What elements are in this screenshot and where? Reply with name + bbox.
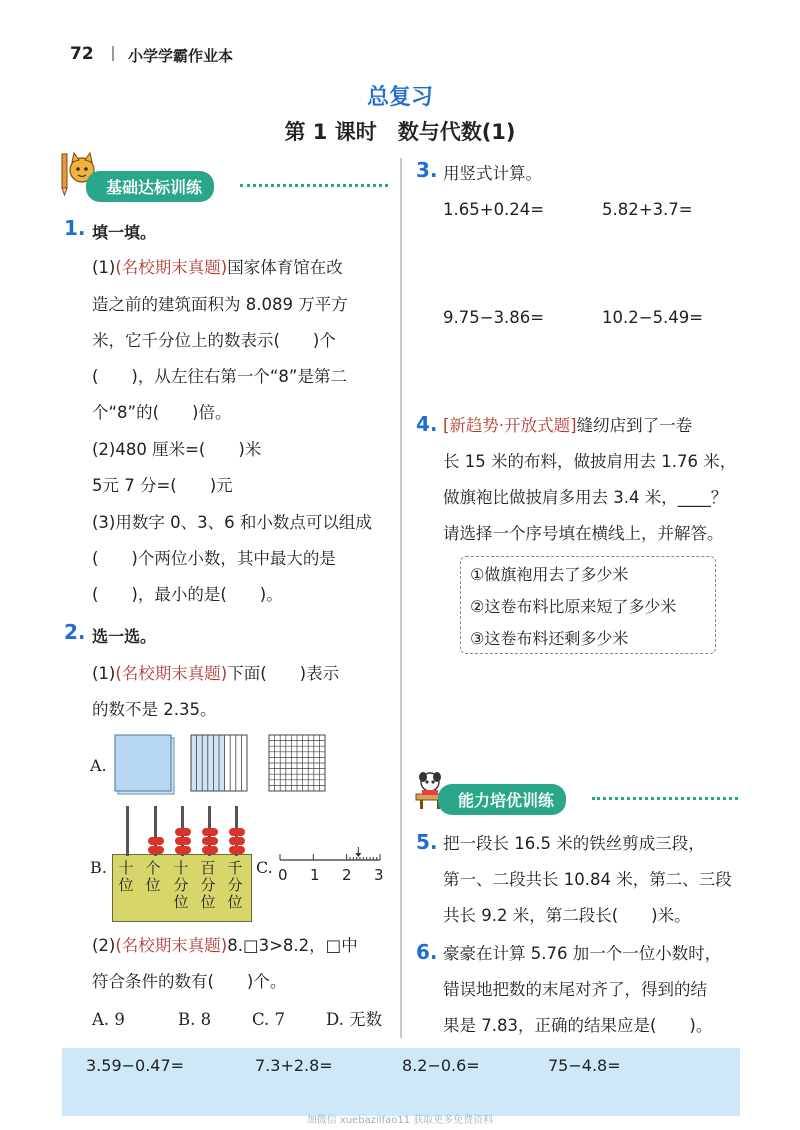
- option-item: ②这卷布料比原来短了多少米: [470, 597, 677, 616]
- abacus-col-label: 百分位: [200, 859, 216, 911]
- q1-part3-line3: ( )，最小的是( )。: [92, 585, 283, 604]
- source-tag: [新趋势·开放式题]: [443, 416, 577, 435]
- q1-part1-line5: 个“8”的( )倍。: [92, 403, 232, 422]
- book-title: 小学学霸作业本: [128, 47, 234, 65]
- section-dots: [240, 184, 388, 187]
- number-line-tick: 0: [278, 866, 288, 884]
- page-title: 总复习: [366, 85, 433, 110]
- q1-part1-line3: 米，它千分位上的数表示( )个: [92, 331, 336, 350]
- section-badge-basic: 基础达标训练: [86, 171, 214, 202]
- oral-calc: 75−4.8=: [548, 1056, 621, 1075]
- part-prefix: (2): [92, 936, 116, 955]
- choice-b: B. 8: [178, 1010, 212, 1029]
- choice-a: A. 9: [92, 1010, 125, 1029]
- q1-part1-line4: ( )，从左往右第一个“8”是第二: [92, 367, 347, 386]
- question-number: 5.: [416, 830, 438, 854]
- question-title: 填一填。: [92, 223, 157, 242]
- page-number: 72: [70, 44, 94, 64]
- watermark: 加微信 xuebazilfao11 获取更多免费资料: [306, 1115, 494, 1126]
- q5-line2: 第一、二段共长 10.84 米，第二、三段: [443, 870, 732, 889]
- abacus-bead: [202, 837, 218, 845]
- abacus-col-label: 个位: [145, 859, 161, 894]
- abacus-bead: [229, 837, 245, 845]
- abacus-bead: [148, 846, 164, 854]
- header-separator: [112, 46, 114, 61]
- abacus-rod: [126, 806, 129, 856]
- q4-line4: 请选择一个序号填在横线上，并解答。: [443, 524, 724, 543]
- q4-line3: 做旗袍比做披肩多用去 3.4 米，____？: [443, 488, 728, 507]
- q4-text: 缝纫店到了一卷: [576, 416, 693, 435]
- source-tag: (名校期末真题): [115, 936, 228, 955]
- q1-part2-line2: 5元 7 分=( )元: [92, 476, 233, 495]
- q1-part3-line1: (3)用数字 0、3、6 和小数点可以组成: [92, 513, 372, 532]
- calc-expression: 1.65+0.24=: [443, 200, 545, 219]
- calc-expression: 5.82+3.7=: [602, 200, 693, 219]
- abacus-bead: [175, 837, 191, 845]
- oral-calc: 7.3+2.8=: [255, 1056, 333, 1075]
- q2-text: 下面( )表示: [227, 664, 340, 683]
- abacus-rods: [114, 806, 250, 856]
- abacus-bead: [202, 828, 218, 836]
- question-number: 3.: [416, 158, 438, 182]
- abacus-bead: [229, 828, 245, 836]
- hundredths-grid-figure: [268, 734, 330, 800]
- part-prefix: (1): [92, 258, 116, 277]
- oral-calc: 8.2−0.6=: [402, 1056, 480, 1075]
- section-badge-advanced: 能力培优训练: [438, 784, 566, 815]
- q4-line1: [443, 408, 692, 444]
- q1-part3-line2: ( )个两位小数，其中最大的是: [92, 549, 336, 568]
- option-b-label: B.: [90, 858, 107, 877]
- q5-line1: 把一段长 16.5 米的铁丝剪成三段，: [443, 834, 705, 853]
- q6-line2: 错误地把数的末尾对齐了，得到的结: [443, 980, 707, 999]
- oral-calc: 3.59−0.47=: [86, 1056, 185, 1075]
- question-number: 2.: [64, 620, 86, 644]
- calc-expression: 9.75−3.86=: [443, 308, 545, 327]
- number-line-tick: 3: [374, 866, 384, 884]
- abacus-bead: [148, 837, 164, 845]
- q6-line3: 果是 7.83，正确的结果应是( )。: [443, 1016, 713, 1035]
- section-dots: [592, 797, 738, 800]
- abacus-col-label: 千分位: [227, 859, 243, 911]
- question-title: 用竖式计算。: [443, 164, 542, 183]
- question-number: 6.: [416, 940, 438, 964]
- q1-part1-line2: 造之前的建筑面积为 8.089 万平方: [92, 295, 348, 314]
- abacus-col-label: 十位: [118, 859, 134, 894]
- tenths-strips-figure: [190, 734, 252, 800]
- hundred-square-figure: [114, 734, 176, 800]
- q2-part1-line1: [92, 656, 339, 692]
- q1-text: 国家体育馆在改: [227, 258, 343, 277]
- q2-text: 8.□3>8.2，□中: [227, 936, 358, 955]
- abacus-bead: [175, 846, 191, 854]
- lesson-title: 第 1 课时 数与代数(1): [284, 120, 516, 144]
- number-line-tick: 2: [342, 866, 352, 884]
- choice-d: D. 无数: [326, 1010, 383, 1029]
- q5-line3: 共长 9.2 米，第二段长( )米。: [443, 906, 691, 925]
- abacus-col-label: 十分位: [173, 859, 189, 911]
- q2-part1-line2: 的数不是 2.35。: [92, 700, 217, 719]
- number-line-tick: 1: [310, 866, 320, 884]
- calc-expression: 10.2−5.49=: [602, 308, 704, 327]
- question-number: 4.: [416, 412, 438, 436]
- abacus-bead: [175, 828, 191, 836]
- option-item: ①做旗袍用去了多少米: [470, 565, 629, 584]
- q2-part2-line2: 符合条件的数有( )个。: [92, 972, 287, 991]
- source-tag: (名校期末真题): [115, 258, 228, 277]
- q1-part2-line1: (2)480 厘米=( )米: [92, 440, 262, 459]
- q1-part1-line1: [92, 250, 343, 286]
- option-c-label: C.: [256, 858, 273, 877]
- question-number: 1.: [64, 216, 86, 240]
- abacus-bead: [229, 846, 245, 854]
- q2-part2-line1: [92, 928, 358, 964]
- question-title: 选一选。: [92, 627, 157, 646]
- abacus-bead: [202, 846, 218, 854]
- choice-c: C. 7: [252, 1010, 286, 1029]
- q4-line2: 长 15 米的布料，做披肩用去 1.76 米，: [443, 452, 737, 471]
- number-line-figure: [276, 846, 388, 874]
- column-divider: [400, 158, 402, 1038]
- q6-line1: 豪豪在计算 5.76 加一个一位小数时，: [443, 944, 722, 963]
- part-prefix: (1): [92, 664, 116, 683]
- option-a-label: A.: [90, 756, 107, 775]
- option-item: ③这卷布料还剩多少米: [470, 629, 629, 648]
- source-tag: (名校期末真题): [115, 664, 228, 683]
